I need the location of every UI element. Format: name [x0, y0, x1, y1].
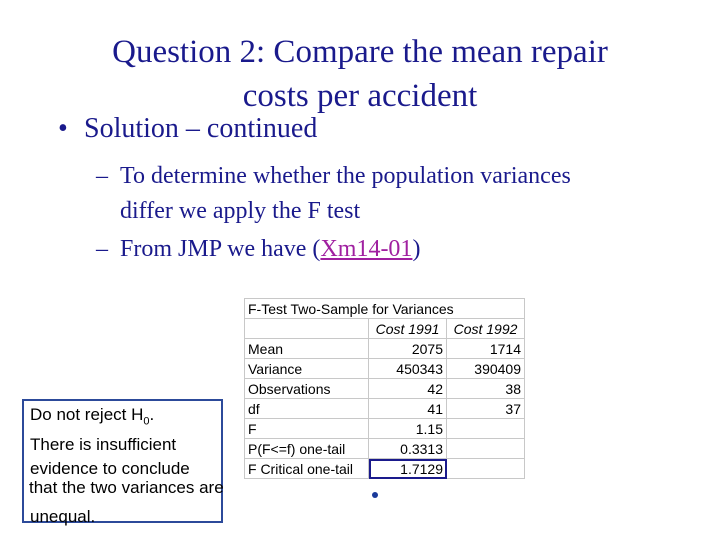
conclusion-callout: [22, 399, 223, 527]
note-line5: unequal.: [30, 507, 96, 527]
critical-value-cell: 1.7129: [369, 459, 447, 479]
cell-value: [447, 419, 525, 439]
table-title: F-Test Two-Sample for Variances: [245, 299, 525, 319]
cell-value: 1.15: [369, 419, 447, 439]
cell-value: 0.3313: [369, 439, 447, 459]
table-corner: [245, 319, 369, 339]
table-row: [245, 359, 525, 379]
note-subscript: 0: [143, 415, 150, 428]
note-line2: There is insufficient: [30, 435, 177, 455]
row-label: Variance: [245, 359, 369, 379]
row-label: df: [245, 399, 369, 419]
slide-title: [0, 30, 720, 118]
title-line-2: costs per accident: [242, 78, 478, 114]
table-row: [245, 459, 525, 479]
main-bullet: [58, 113, 317, 145]
note-line1-end: .: [149, 405, 155, 424]
note-line3: evidence to conclude: [30, 459, 190, 479]
sub1-line2: differ we apply the F test: [120, 198, 361, 224]
cell-value: 1714: [447, 339, 525, 359]
row-label: Mean: [245, 339, 369, 359]
row-label: P(F<=f) one-tail: [245, 439, 369, 459]
cell-value: 38: [447, 379, 525, 399]
bullet-text: Solution – continued: [84, 113, 318, 144]
table-row: [245, 439, 525, 459]
sub1-line1: To determine whether the population variances: [120, 163, 571, 189]
sub2-prefix: From JMP we have (: [120, 236, 321, 262]
cell-value: [447, 459, 525, 479]
pointer-arrow-icon: [372, 492, 378, 498]
col-header-1991: Cost 1991: [369, 319, 447, 339]
table-row: [245, 379, 525, 399]
table-row: [245, 399, 525, 419]
table-row: [245, 419, 525, 439]
bullet-icon: •: [58, 113, 68, 144]
cell-value: 42: [369, 379, 447, 399]
note-line4: that the two variances are: [29, 478, 224, 497]
cell-value: [447, 439, 525, 459]
dash-icon: –: [96, 163, 108, 189]
table-row: [245, 339, 525, 359]
cell-value: 390409: [447, 359, 525, 379]
xm14-01-link[interactable]: Xm14-01: [320, 236, 413, 262]
row-label: Observations: [245, 379, 369, 399]
f-test-table: [244, 298, 525, 479]
cell-value: 41: [369, 399, 447, 419]
sub-bullet-2: [96, 232, 420, 267]
cell-value: 2075: [369, 339, 447, 359]
note-line1: Do not reject H: [30, 405, 144, 424]
row-label: F Critical one-tail: [245, 459, 369, 479]
cell-value: 37: [447, 399, 525, 419]
row-label: F: [245, 419, 369, 439]
dash-icon: –: [96, 236, 108, 262]
sub2-suffix: ): [412, 236, 421, 262]
col-header-1992: Cost 1992: [447, 319, 525, 339]
title-line-1: Question 2: Compare the mean repair: [112, 34, 608, 70]
sub-bullet-1: [96, 159, 676, 229]
cell-value: 450343: [369, 359, 447, 379]
